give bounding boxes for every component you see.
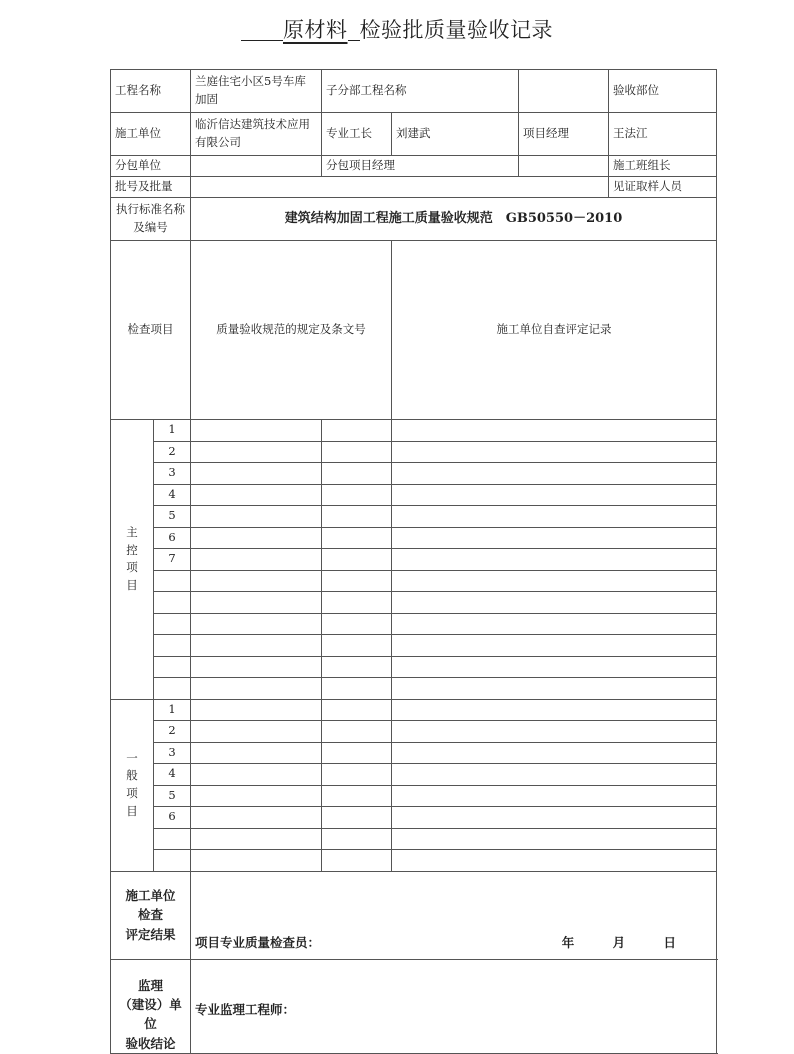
general-row xyxy=(111,850,717,872)
col-header-self-check: 施工单位自查评定记录 xyxy=(392,241,717,420)
self-check-cell[interactable] xyxy=(392,484,717,506)
acceptance-part-label: 验收部位 xyxy=(609,70,717,113)
spec-cell[interactable] xyxy=(191,527,322,549)
main-control-row xyxy=(111,635,717,657)
spec-cell[interactable] xyxy=(191,635,322,657)
witness-label: 见证取样人员 xyxy=(609,177,717,198)
construction-result-cell[interactable] xyxy=(191,871,717,959)
supervision-engineer-label: 专业监理工程师： xyxy=(195,1001,296,1017)
general-row xyxy=(111,699,717,721)
clause-cell[interactable] xyxy=(322,549,392,571)
spec-cell[interactable] xyxy=(191,484,322,506)
row-number xyxy=(154,570,191,592)
row-number: 3 xyxy=(154,463,191,485)
row-number xyxy=(154,678,191,700)
construction-result-label-line: 评定结果 xyxy=(125,926,176,942)
clause-cell[interactable] xyxy=(322,420,392,442)
sub-pm-value[interactable] xyxy=(519,156,609,177)
clause-cell[interactable] xyxy=(322,656,392,678)
contractor-value[interactable]: 临沂信达建筑技术应用有限公司 xyxy=(191,113,322,156)
spec-cell[interactable] xyxy=(191,420,322,442)
subcontractor-label: 分包单位 xyxy=(111,156,191,177)
title-rest: 检验批质量验收记录 xyxy=(359,18,553,42)
general-row xyxy=(111,807,717,829)
main-control-row xyxy=(111,484,717,506)
subproject-value[interactable] xyxy=(519,70,609,113)
self-check-cell[interactable] xyxy=(392,678,717,700)
row-number xyxy=(154,828,191,850)
title-blank-line xyxy=(241,16,283,41)
spec-cell[interactable] xyxy=(191,570,322,592)
self-check-cell[interactable] xyxy=(392,613,717,635)
spec-cell[interactable] xyxy=(191,742,322,764)
col-header-item: 检查项目 xyxy=(111,241,191,420)
main-control-row xyxy=(111,549,717,571)
row-number: 2 xyxy=(154,441,191,463)
main-control-row xyxy=(111,463,717,485)
spec-cell[interactable] xyxy=(191,699,322,721)
spec-cell[interactable] xyxy=(191,592,322,614)
general-label xyxy=(111,699,154,871)
main-control-row xyxy=(111,420,717,442)
row-number: 2 xyxy=(154,721,191,743)
supervision-conclusion-cell[interactable] xyxy=(191,959,717,1054)
main-control-row xyxy=(111,678,717,700)
col-header-spec: 质量验收规范的规定及条文号 xyxy=(191,241,392,420)
team-leader-label: 施工班组长 xyxy=(609,156,717,177)
clause-cell[interactable] xyxy=(322,635,392,657)
self-check-cell[interactable] xyxy=(392,420,717,442)
row-standard xyxy=(111,198,717,241)
construction-result-label-line: 检查 xyxy=(137,907,163,923)
main-control-char: 控 xyxy=(126,542,138,557)
row-number: 1 xyxy=(154,420,191,442)
title-material: 原材料 xyxy=(283,18,348,42)
general-row xyxy=(111,742,717,764)
main-control-row xyxy=(111,592,717,614)
row-number: 3 xyxy=(154,742,191,764)
self-check-cell[interactable] xyxy=(392,527,717,549)
self-check-cell[interactable] xyxy=(392,828,717,850)
clause-cell[interactable] xyxy=(322,785,392,807)
self-check-cell[interactable] xyxy=(392,506,717,528)
clause-cell[interactable] xyxy=(322,527,392,549)
row-number xyxy=(154,656,191,678)
spec-cell[interactable] xyxy=(191,613,322,635)
row-number: 5 xyxy=(154,785,191,807)
batch-value[interactable] xyxy=(191,177,609,198)
batch-label: 批号及批量 xyxy=(111,177,191,198)
general-row xyxy=(111,828,717,850)
project-name-value[interactable]: 兰庭住宅小区5号车库加固 xyxy=(191,70,322,113)
row-number xyxy=(154,635,191,657)
spec-cell[interactable] xyxy=(191,721,322,743)
row-number: 1 xyxy=(154,699,191,721)
self-check-cell[interactable] xyxy=(392,807,717,829)
clause-cell[interactable] xyxy=(322,828,392,850)
subproject-label: 子分部工程名称 xyxy=(322,70,519,113)
self-check-cell[interactable] xyxy=(392,463,717,485)
general-row xyxy=(111,764,717,786)
row-subcontractor xyxy=(111,156,717,177)
row-project xyxy=(111,70,717,113)
row-batch xyxy=(111,177,717,198)
main-control-row xyxy=(111,527,717,549)
self-check-cell[interactable] xyxy=(392,721,717,743)
pm-value[interactable]: 王法江 xyxy=(609,113,717,156)
general-char: 项 xyxy=(126,786,138,801)
self-check-cell[interactable] xyxy=(392,592,717,614)
general-char: 般 xyxy=(126,768,138,783)
spec-cell[interactable] xyxy=(191,850,322,872)
sub-pm-label: 分包项目经理 xyxy=(322,156,519,177)
foreman-value[interactable]: 刘建武 xyxy=(392,113,519,156)
spec-cell[interactable] xyxy=(191,678,322,700)
construction-result-label-line: 施工单位 xyxy=(125,888,176,904)
main-control-row xyxy=(111,506,717,528)
inspection-form-table xyxy=(110,69,717,1054)
self-check-cell[interactable] xyxy=(392,764,717,786)
document-title xyxy=(0,14,794,44)
self-check-cell[interactable] xyxy=(392,785,717,807)
row-number xyxy=(154,592,191,614)
main-control-char: 目 xyxy=(126,578,138,593)
row-number: 5 xyxy=(154,506,191,528)
self-check-cell[interactable] xyxy=(392,850,717,872)
construction-result-row xyxy=(111,871,717,959)
clause-cell[interactable] xyxy=(322,613,392,635)
main-control-char: 项 xyxy=(126,560,138,575)
row-number: 4 xyxy=(154,484,191,506)
clause-cell[interactable] xyxy=(322,742,392,764)
foreman-label: 专业工长 xyxy=(322,113,392,156)
main-control-char: 主 xyxy=(126,524,138,539)
spec-cell[interactable] xyxy=(191,549,322,571)
row-number xyxy=(154,613,191,635)
construction-result-label xyxy=(111,871,191,959)
general-char: 一 xyxy=(126,750,138,765)
row-column-headers xyxy=(111,241,717,420)
supervision-conclusion-label xyxy=(111,959,191,1054)
clause-cell[interactable] xyxy=(322,678,392,700)
standard-label: 执行标准名称及编号 xyxy=(111,198,191,241)
clause-cell[interactable] xyxy=(322,570,392,592)
general-char: 目 xyxy=(126,803,138,818)
self-check-cell[interactable] xyxy=(392,549,717,571)
main-control-row xyxy=(111,656,717,678)
spec-cell[interactable] xyxy=(191,463,322,485)
spec-cell[interactable] xyxy=(191,764,322,786)
date-day: 日 xyxy=(663,935,676,951)
clause-cell[interactable] xyxy=(322,699,392,721)
supervision-label-line: 验收结论 xyxy=(125,1035,176,1051)
clause-cell[interactable] xyxy=(322,463,392,485)
main-control-row xyxy=(111,613,717,635)
spec-cell[interactable] xyxy=(191,785,322,807)
spec-cell[interactable] xyxy=(191,656,322,678)
quality-inspector-label: 项目专业质量检查员： xyxy=(195,935,321,951)
self-check-cell[interactable] xyxy=(392,699,717,721)
supervision-label-line: 监理 xyxy=(137,977,163,993)
row-number: 6 xyxy=(154,527,191,549)
clause-cell[interactable] xyxy=(322,721,392,743)
spec-cell[interactable] xyxy=(191,807,322,829)
row-contractor xyxy=(111,113,717,156)
general-row xyxy=(111,785,717,807)
date-month: 月 xyxy=(612,935,626,951)
project-name-label: 工程名称 xyxy=(111,70,191,113)
clause-cell[interactable] xyxy=(322,484,392,506)
clause-cell[interactable] xyxy=(322,764,392,786)
main-control-row xyxy=(111,441,717,463)
row-number: 7 xyxy=(154,549,191,571)
self-check-cell[interactable] xyxy=(392,570,717,592)
spec-cell[interactable] xyxy=(191,506,322,528)
standard-value: 建筑结构加固工程施工质量验收规范 GB50550－2010 xyxy=(191,198,717,241)
date-year: 年 xyxy=(561,935,575,951)
clause-cell[interactable] xyxy=(322,807,392,829)
supervision-conclusion-row xyxy=(111,959,717,1054)
clause-cell[interactable] xyxy=(322,850,392,872)
self-check-cell[interactable] xyxy=(392,742,717,764)
spec-cell[interactable] xyxy=(191,441,322,463)
spec-cell[interactable] xyxy=(191,828,322,850)
signature-date xyxy=(528,933,676,952)
title-blank-line-2 xyxy=(348,16,360,41)
general-row xyxy=(111,721,717,743)
clause-cell[interactable] xyxy=(322,506,392,528)
contractor-label: 施工单位 xyxy=(111,113,191,156)
supervision-label-line: （建设）单位 xyxy=(119,997,182,1032)
row-number: 4 xyxy=(154,764,191,786)
self-check-cell[interactable] xyxy=(392,441,717,463)
subcontractor-value[interactable] xyxy=(191,156,322,177)
clause-cell[interactable] xyxy=(322,441,392,463)
pm-label: 项目经理 xyxy=(519,113,609,156)
clause-cell[interactable] xyxy=(322,592,392,614)
self-check-cell[interactable] xyxy=(392,635,717,657)
main-control-label xyxy=(111,420,154,700)
row-number: 6 xyxy=(154,807,191,829)
self-check-cell[interactable] xyxy=(392,656,717,678)
row-number xyxy=(154,850,191,872)
main-control-row xyxy=(111,570,717,592)
